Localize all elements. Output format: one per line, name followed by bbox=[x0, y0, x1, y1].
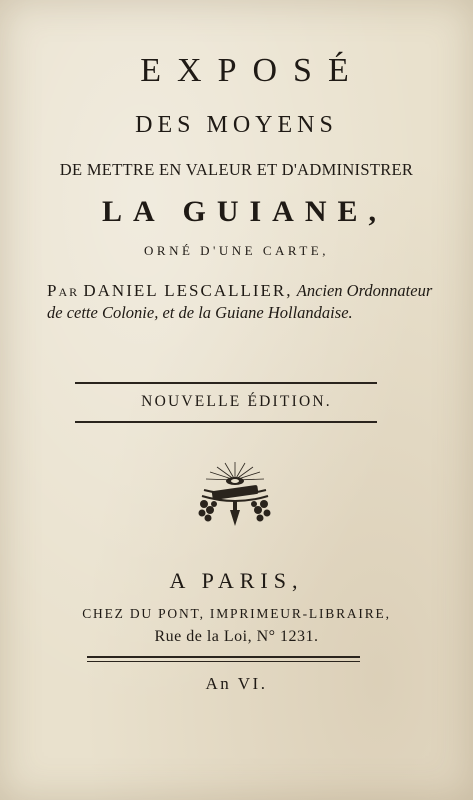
sunburst-fasces-vignette-icon bbox=[190, 460, 280, 532]
author-block bbox=[47, 280, 437, 324]
title-la-guiane: LA GUIANE, bbox=[101, 195, 388, 228]
imprint-address: Rue de la Loi, N° 1231. bbox=[154, 628, 319, 645]
title-expose: EXPOSÉ bbox=[140, 52, 365, 89]
author-name: DANIEL LESCALLIER, bbox=[83, 281, 293, 300]
edition-label: NOUVELLE ÉDITION. bbox=[141, 393, 332, 410]
title-des-moyens: DES MOYENS bbox=[135, 112, 338, 138]
imprint-date: An VI. bbox=[205, 674, 268, 693]
imprint-rule-thick bbox=[87, 656, 360, 658]
imprint-rule-thin bbox=[87, 661, 360, 662]
edition-rule-bottom bbox=[75, 421, 377, 423]
title-de-mettre: DE METTRE EN VALEUR ET D'ADMINISTRER bbox=[59, 160, 414, 179]
author-prefix: Par bbox=[47, 281, 80, 300]
imprint-place: A PARIS, bbox=[169, 568, 304, 593]
imprint-publisher: CHEZ DU PONT, IMPRIMEUR-LIBRAIRE, bbox=[82, 606, 391, 621]
edition-rule-top bbox=[75, 382, 377, 384]
author-description: Ancien Ordonnateur de cette Colonie, et de la Guiane Hollandaise. bbox=[47, 281, 433, 322]
subtitle-carte: ORNÉ D'UNE CARTE, bbox=[144, 243, 329, 258]
